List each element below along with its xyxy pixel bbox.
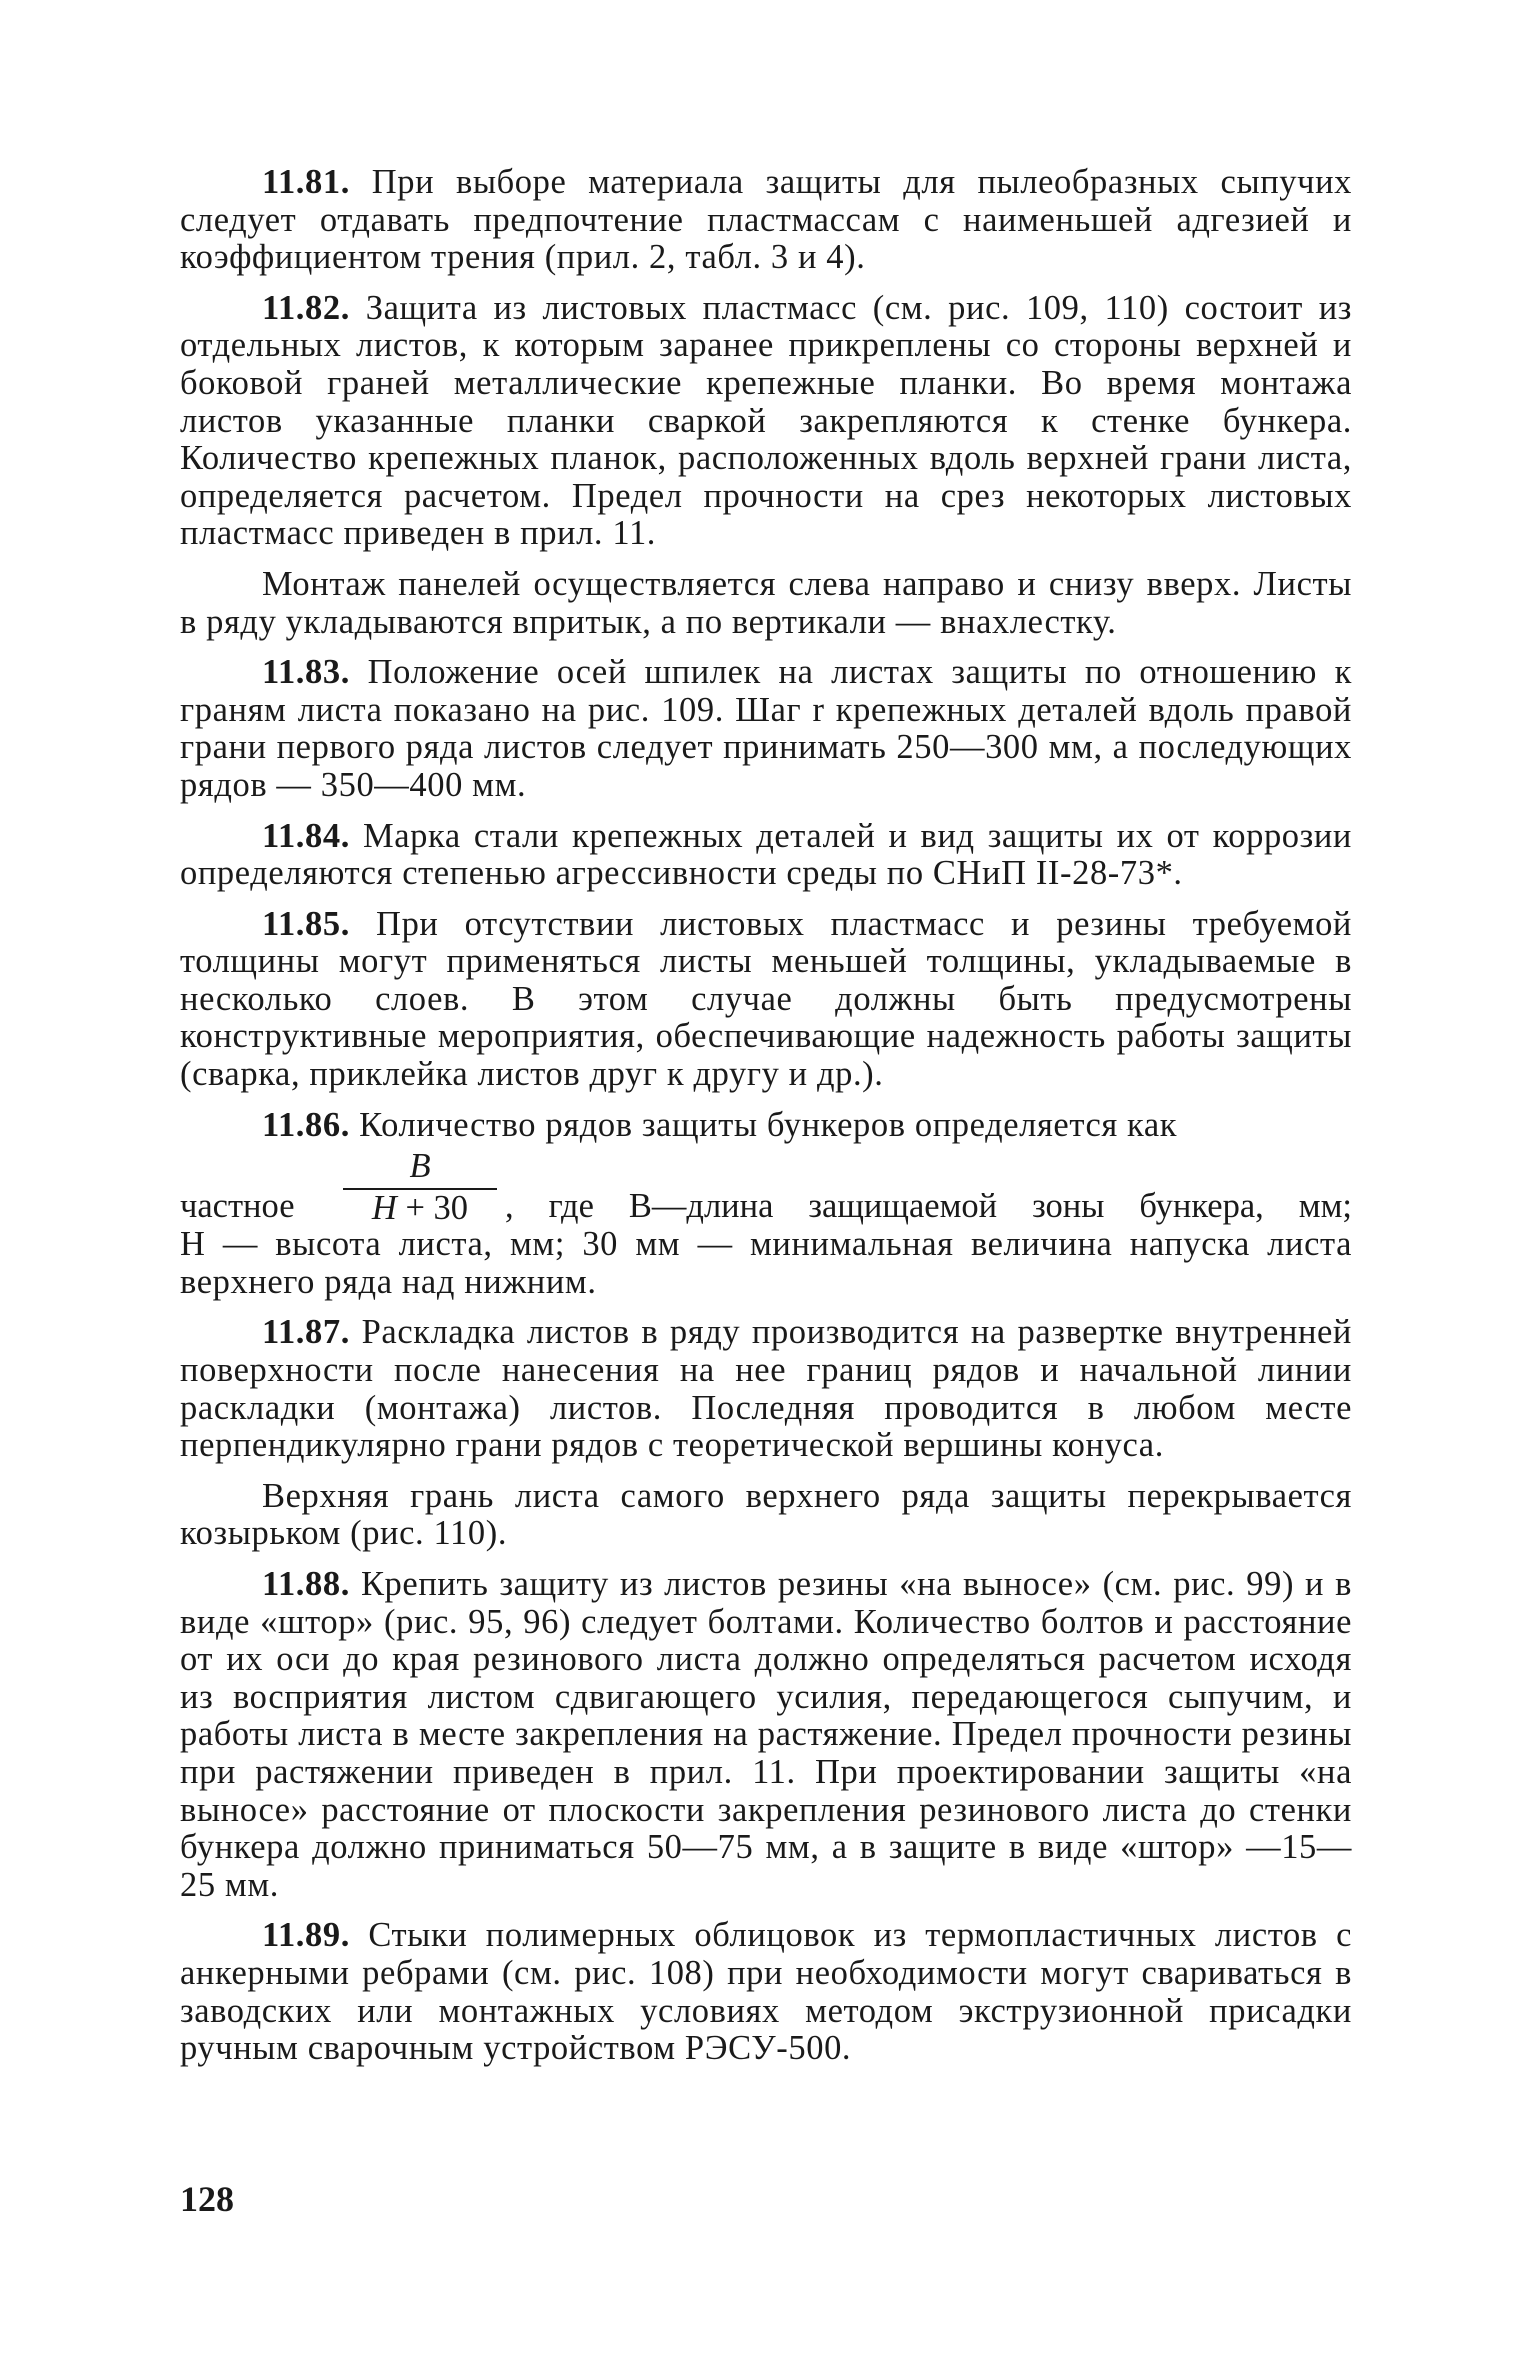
clause-text: Положение осей шпилек на листах защиты по отношению к граням листа показано на рис. 109. Шаг r крепежных деталей вдоль правой грани первого ряда листов следует принимать 250—300 мм, а последующих рядов — 350—400 мм. <box>180 653 1352 804</box>
paragraph-11-86-continued <box>180 1226 1352 1301</box>
paragraph-11-83 <box>180 654 1352 804</box>
denominator-variable: H <box>371 1189 397 1228</box>
fraction-numerator: B <box>409 1147 431 1186</box>
paragraph-11-87 <box>180 1314 1352 1464</box>
paragraph-11-85 <box>180 906 1352 1094</box>
clause-text: Крепить защиту из листов резины «на выносе» (см. рис. 99) и в виде «штор» (рис. 95, 96) следует болтами. Количество болтов и расстояние от их оси до края резинового листа должно определяться расчетом исходя из восприятия листом сдвигающего усилия, передающегося сыпучим, и работы листа в месте закрепления на растяжение. Предел прочности резины при растяжении приведен в прил. 11. При проектировании защиты «на выносе» расстояние от плоскости закрепления резинового листа до стенки бункера должно приниматься 50—75 мм, а в защите в виде «штор» —15—25 мм. <box>180 1565 1352 1904</box>
clause-text: При выборе материала защиты для пылеобразных сыпучих следует отдавать предпочтение пластмассам с наименьшей адгезией и коэффициентом трения (прил. 2, табл. 3 и 4). <box>180 163 1352 277</box>
paragraph-11-81 <box>180 164 1352 277</box>
paragraph-11-82 <box>180 290 1352 553</box>
formula-lead-text: частное <box>180 1187 295 1226</box>
clause-text: Монтаж панелей осуществляется слева направо и снизу вверх. Листы в ряду укладываются впритык, а по вертикали — внахлестку. <box>180 564 1352 641</box>
clause-number: 11.82. <box>262 288 350 327</box>
denominator-rest: + 30 <box>396 1189 469 1228</box>
clause-text: Верхняя грань листа самого верхнего ряда защиты перекрывается козырьком (рис. 110). <box>180 1476 1352 1553</box>
page-body <box>180 164 1352 2068</box>
clause-text: При отсутствии листовых пластмасс и резины требуемой толщины могут применяться листы меньшей толщины, укладываемые в несколько слоев. В этом случае должны быть предусмотрены конструктивные мероприятия, обеспечивающие надежность работы защиты (сварка, приклейка листов друг к другу и др.). <box>180 904 1352 1094</box>
fraction-formula <box>343 1148 497 1228</box>
clause-text: H — высота листа, мм; 30 мм — минимальная величина напуска листа верхнего ряда над нижним. <box>180 1225 1352 1301</box>
clause-number: 11.85. <box>262 904 350 943</box>
clause-number: 11.89. <box>262 1916 350 1955</box>
formula-tail-text: , где B—длина защищаемой зоны бункера, мм; <box>505 1187 1352 1226</box>
clause-number: 11.84. <box>262 816 350 855</box>
paragraph-11-84 <box>180 818 1352 893</box>
paragraph-11-88 <box>180 1566 1352 1904</box>
clause-number: 11.86. <box>262 1105 350 1144</box>
clause-text: Марка стали крепежных деталей и вид защиты их от коррозии определяются степенью агрессивности среды по СНиП II-28-73*. <box>180 816 1352 893</box>
clause-text: Раскладка листов в ряду производится на развертке внутренней поверхности после нанесения на нее границ рядов и начальной линии раскладки (монтажа) листов. Последняя проводится в любом месте перпендикулярно грани рядов с теоретической вершины конуса. <box>180 1313 1352 1465</box>
clause-number: 11.83. <box>262 653 350 692</box>
paragraph-top-edge <box>180 1478 1352 1553</box>
fraction-denominator <box>343 1190 497 1228</box>
clause-number: 11.88. <box>262 1565 350 1603</box>
paragraph-mounting <box>180 566 1352 641</box>
clause-text: Защита из листовых пластмасс (см. рис. 109, 110) состоит из отдельных листов, к которым заранее прикреплены со стороны верхней и боковой граней металлические крепежные планки. Во время монтажа листов указанные планки сваркой закрепляются к стенке бункера. Количество крепежных планок, расположенных вдоль верхней грани листа, определяется расчетом. Предел прочности на срез некоторых листовых пластмасс приведен в прил. 11. <box>180 288 1352 553</box>
paragraph-11-89 <box>180 1917 1352 2067</box>
clause-text: Стыки полимерных облицовок из термопластичных листов с анкерными ребрами (см. рис. 108) при необходимости могут свариваться в заводских или монтажных условиях методом экструзионной присадки ручным сварочным устройством РЭСУ-500. <box>180 1916 1352 2068</box>
paragraph-11-86 <box>180 1107 1352 1145</box>
clause-number: 11.87. <box>262 1313 350 1352</box>
clause-text: Количество рядов защиты бункеров определяется как <box>349 1105 1178 1144</box>
page-number: 128 <box>180 2179 234 2219</box>
formula-row <box>180 1148 1352 1226</box>
clause-number: 11.81. <box>262 163 350 201</box>
